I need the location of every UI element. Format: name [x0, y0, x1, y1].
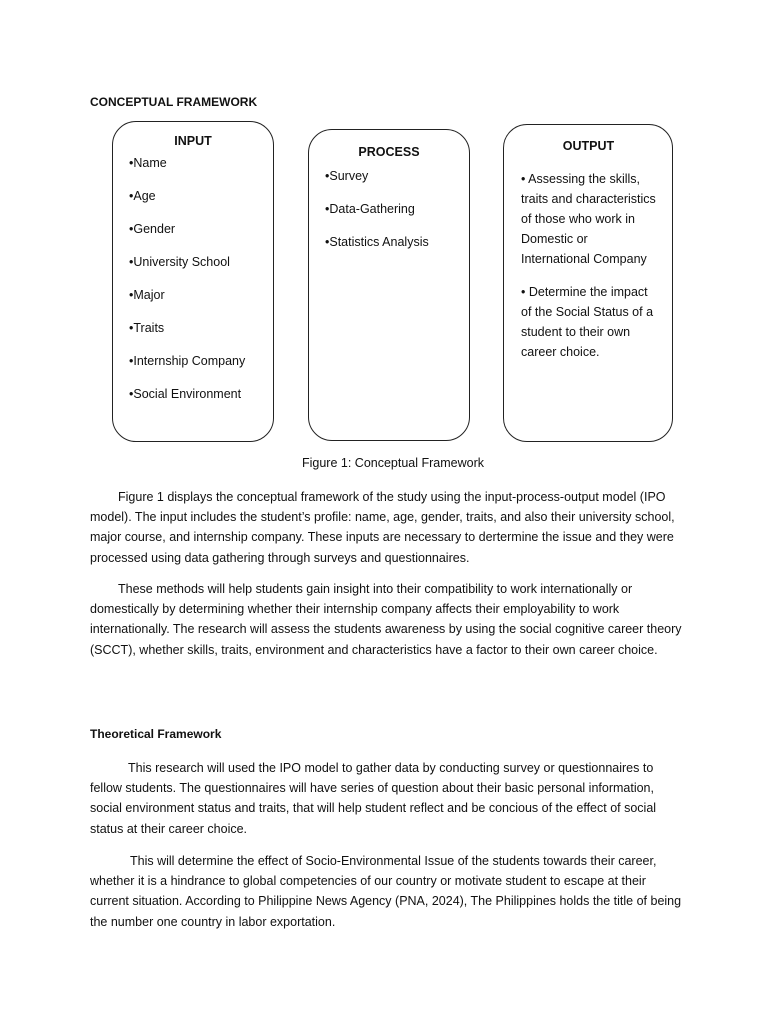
paragraph: This research will used the IPO model to gather data by conducting survey or questionnaires to fellow students. The questionnaires will have series of question about their basic personal information, social environment status and traits, that will help student reflect and be concious of the effect of social status at their career choice.	[90, 761, 657, 836]
process-item: •Survey	[325, 169, 369, 183]
process-item: •Statistics Analysis	[325, 235, 429, 249]
input-title: INPUT	[174, 134, 212, 148]
process-title: PROCESS	[358, 145, 420, 159]
input-item: •Social Environment	[129, 387, 242, 401]
process-box	[308, 129, 470, 441]
process-item: •Data-Gathering	[325, 202, 415, 216]
paragraph: This will determine the effect of Socio-Environmental Issue of the students towards their career, whether it is a hindrance to global competencies of our country or motivate student to escape at their current situation. According to Philippine News Agency (PNA, 2024), The Philippines holds the title of being the number one country in labor exportation.	[90, 854, 682, 929]
paragraph: Figure 1 displays the conceptual framework of the study using the input-process-output model (IPO model). The input includes the student’s profile: name, age, gender, traits, and also their university school, major course, and internship company. These inputs are necessary to dertermine the issue and they were processed using data gathering through surveys and questionnaires.	[90, 490, 675, 565]
output-box	[503, 124, 673, 442]
output-item: • Determine the impact of the Social Status of a student to their own career choice.	[521, 285, 654, 359]
input-item: •Major	[129, 288, 165, 302]
output-title: OUTPUT	[562, 139, 615, 153]
input-item: •Traits	[129, 321, 165, 335]
output-item: • Assessing the skills, traits and characteristics of those who work in Domestic or International Company	[521, 172, 656, 266]
process-list	[309, 169, 469, 268]
input-box	[112, 121, 274, 442]
input-list	[113, 156, 273, 420]
theoretical-framework-heading: Theoretical Framework	[90, 727, 222, 741]
conceptual-framework-heading: CONCEPTUAL FRAMEWORK	[90, 95, 258, 109]
input-item: •Internship Company	[129, 354, 246, 368]
figure-caption: Figure 1: Conceptual Framework	[301, 456, 485, 470]
input-item: •Name	[129, 156, 167, 170]
input-item: •Gender	[129, 222, 176, 236]
paragraph: These methods will help students gain insight into their compatibility to work internationally or domestically by determining whether their internship company affects their employability to work internationally. The research will assess the students awareness by using the social cognitive career theory (SCCT), whether skills, traits, environment and characteristics have a factor to their own career choice.	[90, 582, 682, 657]
input-item: •University School	[129, 255, 230, 269]
input-item: •Age	[129, 189, 156, 203]
